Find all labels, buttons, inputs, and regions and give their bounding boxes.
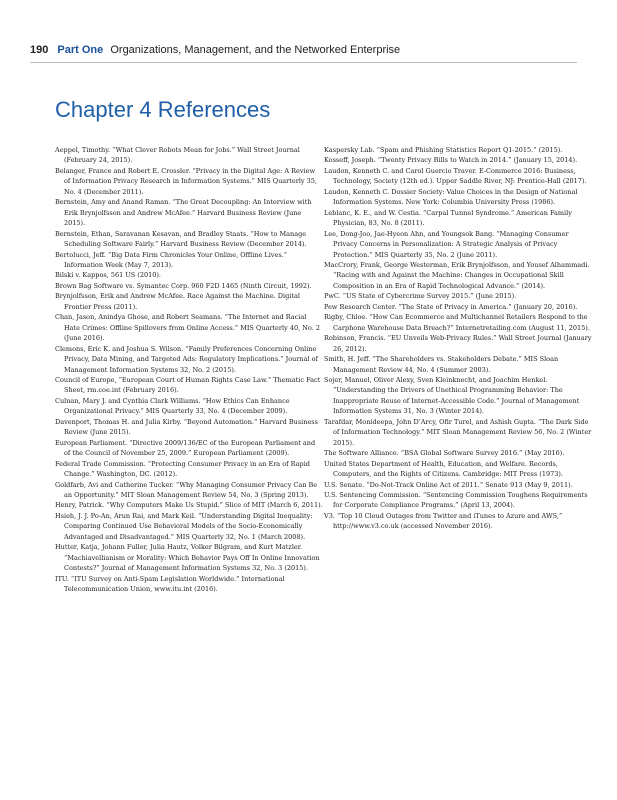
reference: Hsieh, J. J. Po-An, Arun Rai, and Mark Keil. “Understanding Digital Inequality: Comparing Continued Use Behavioral Models of the Socio-Economically Advantaged and Disadvantaged.” MIS Quarterly 32, No. 1 (March 2008). [55,511,313,541]
reference: Davenport, Thomas H. and Julia Kirby. “Beyond Automation.” Harvard Business Review (June 2015). [55,417,318,437]
reference: Henry, Patrick. “Why Computers Make Us Stupid.” Slice of MIT (March 6, 2011). [55,501,323,510]
reference: Council of Europe, “European Court of Human Rights Case Law.” Thematic Fact Sheet, rm.coe.int (February 2016). [55,375,321,395]
reference: Clemons, Eric K. and Joshua S. Wilson. “Family Preferences Concerning Online Privacy, Data Mining, and Targeted Ads: Regulatory Implications.” Journal of Management Information Systems 32, No. 2 (2015). [55,344,318,374]
reference: United States Department of Health, Education, and Welfare. Records, Computers, and the Rights of Citizens. Cambridge: MIT Press (1973). [324,459,563,479]
reference: Brown Bag Software vs. Symantec Corp. 960 F2D 1465 (Ninth Circuit, 1992). [55,281,312,290]
reference: PwC. “US State of Cybercrime Survey 2015.” (June 2015). [324,292,517,301]
reference: Federal Trade Commission. “Protecting Consumer Privacy in an Era of Rapid Change.” Washington, DC. (2012). [55,459,310,479]
references-right-column [324,145,592,532]
reference: Laudon, Kenneth C. Dossier Society: Value Choices in the Design of National Information Systems. New York: Columbia University Press (1986). [324,187,578,207]
reference: MacCrory, Frank, George Westerman, Erik Brynjolfsson, and Yousef Alhammadi. “Racing with and Against the Machine: Changes in Occupational Skill Composition in an Era of Rapid Technological Advance.” (2014). [324,260,590,290]
reference: Tarafdar, Monideepa, John D’Arcy, Ofir Turel, and Ashish Gupta. “The Dark Side of Information Technology.” MIT Sloan Management Review 56, No. 2 (Winter 2015). [324,417,592,447]
reference: Bertolucci, Jeff. “Big Data Firm Chronicles Your Online, Offline Lives.” Information Week (May 7, 2013). [55,250,288,269]
running-header [30,44,400,56]
reference: Robinson, Francis. “EU Unveils Web-Privacy Rules.” Wall Street Journal (January 26, 2012). [324,334,592,353]
reference: Bilski v. Kappos, 561 US (2010). [55,271,161,280]
reference: Belanger, France and Robert E. Crossler. “Privacy in the Digital Age: A Review of Information Privacy Research in Information Systems.” MIS Quarterly 35, No. 4 (December 2011). [55,166,317,196]
reference: Goldfarb, Avi and Catherine Tucker. “Why Managing Consumer Privacy Can Be an Opportunity.” MIT Sloan Management Review 54, No. 3 (Spring 2013). [55,480,318,499]
header-title: Organizations, Management, and the Networked Enterprise [110,44,401,56]
reference: Hutter, Katja, Johann Fuller, Julia Hautz, Volker Bilgram, and Kurt Matzler. “Machiavellianism or Morality: Which Behavior Pays Off In Online Innovation Contests?” Journal of Management Information Systems 32, No. 3 (2015). [55,543,320,573]
reference: Leblanc, K. E., and W. Cestia. “Carpal Tunnel Syndrome.” American Family Physician, 83, No. 8 (2011). [324,208,572,228]
reference: Sojer, Manuel, Oliver Alexy, Sven Kleinknecht, and Joachim Henkel. “Understanding the Drivers of Unethical Programming Behavior: The Inappropriate Reuse of Internet-Accessible Code.” Journal of Management Information Systems 31, No. 3 (Winter 2014). [324,375,580,416]
reference: V3. “Top 10 Cloud Outages from Twitter and iTunes to Azure and AWS,” http://www.v3.co.uk (accessed November 2016). [324,511,563,531]
part-label: Part One [57,44,104,56]
page-number: 190 [30,44,49,56]
reference: Culnan, Mary J. and Cynthia Clark Williams. “How Ethics Can Enhance Organizational Privacy.” MIS Quarterly 33, No. 4 (December 2009). [55,396,290,416]
reference: European Parliament. “Directive 2009/136/EC of the European Parliament and of the Council of November 25, 2009.” European Parliament (2009). [55,438,316,458]
reference: Kosseff, Joseph. “Twenty Privacy Bills to Watch in 2014.” (January 15, 2014). [324,156,578,165]
reference: Pew Research Center. “The State of Privacy in America.” (January 20, 2016). [324,302,578,311]
reference: Lee, Dong-Joo, Jae-Hyeon Ahn, and Youngsok Bang. “Managing Consumer Privacy Concerns in Personalization: A Strategic Analysis of Privacy Protection.” MIS Quarterly 35, No. 2 (June 2011). [324,229,569,259]
reference: Kaspersky Lab. “Spam and Phishing Statistics Report Q1-2015.” (2015). [324,146,563,154]
reference: Aeppel, Timothy. “What Clever Robots Mean for Jobs.” Wall Street Journal (February 24, 2015). [55,146,300,165]
reference: ITU. “ITU Survey on Anti-Spam Legislation Worldwide.” International Telecommunication Union, www.itu.int (2016). [55,574,285,594]
reference: The Software Alliance. “BSA Global Software Survey 2016.” (May 2016). [324,449,565,458]
reference: Brynjolfsson, Erik and Andrew McAfee. Race Against the Machine. Digital Frontier Press (2011). [55,292,300,311]
reference: Bernstein, Ethan, Saravanan Kesavan, and Bradley Staats. “How to Manage Scheduling Software Fairly.” Harvard Business Review (December 2014). [55,229,307,249]
reference: Smith, H. Jeff. “The Shareholders vs. Stakeholders Debate.” MIS Sloan Management Review 44, No. 4 (Summer 2003). [324,355,559,374]
reference: Chan, Jason, Anindya Ghose, and Robert Seamans. “The Internet and Racial Hate Crimes: Offline Spillovers from Online Access.” MIS Quarterly 40, No. 2 (June 2016). [55,313,320,343]
reference: Laudon, Kenneth C. and Carol Guercio Traver. E-Commerce 2016: Business, Technology, Society (12th ed.). Upper Saddle River, NJ: Prentice-Hall (2017). [324,166,587,186]
reference: Rigby, Chloe. “How Can Ecommerce and Multichannel Retailers Respond to the Carphone Warehouse Data Breach?” Internetretailing.com (August 11, 2015). [324,313,590,332]
reference: U.S. Senate. “Do-Not-Track Online Act of 2011.” Senate 913 (May 9, 2011). [324,480,573,489]
reference: U.S. Sentencing Commission. “Sentencing Commission Toughens Requirements for Corporate Compliance Programs.” (April 13, 2004). [324,490,588,510]
reference: Bernstein, Amy and Anand Raman. “The Great Decoupling: An Interview with Erik Brynjolfsson and Andrew McAfee.” Harvard Business Review (June 2015). [55,198,312,228]
header-rule [30,62,577,63]
chapter-title: Chapter 4 References [55,97,271,122]
references-left-column [55,145,323,594]
